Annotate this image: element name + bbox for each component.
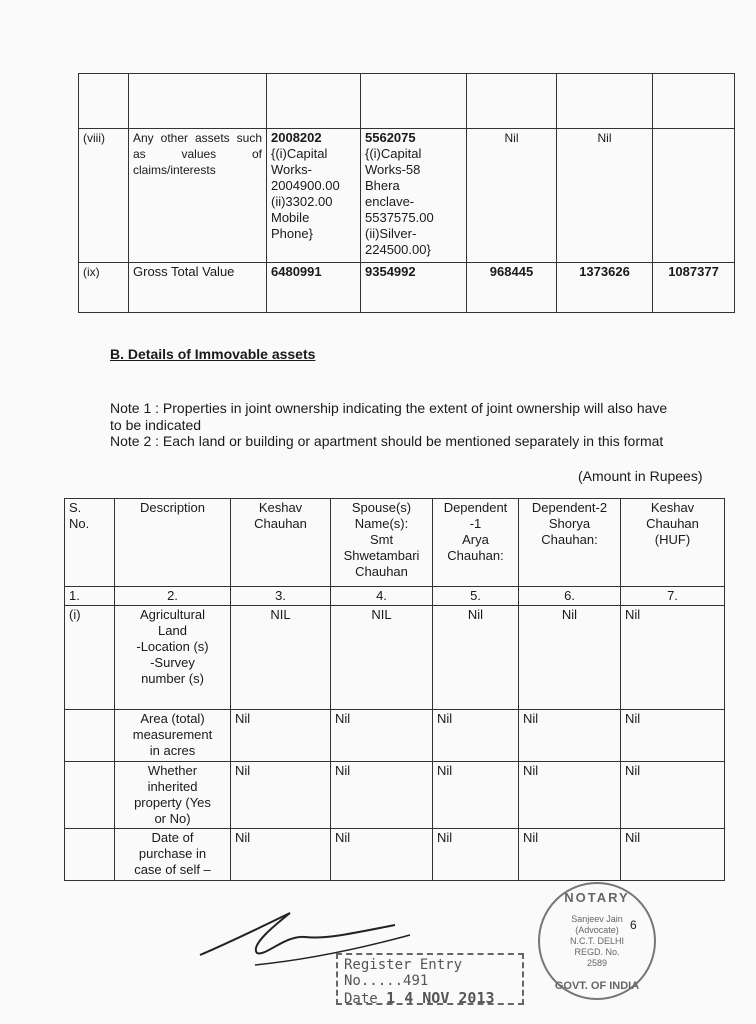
value-cell: Nil [557,129,653,263]
column-number: 2. [115,587,231,606]
seal-place: N.C.T. DELHI [569,936,624,946]
value-cell: Nil [331,710,433,762]
seal-regd: REGD. No. [574,947,620,957]
serial-cell: (ix) [79,263,129,313]
value-cell: Nil [231,829,331,881]
serial-cell: (viii) [79,129,129,263]
serial-cell [65,710,115,762]
notary-seal [538,882,656,1000]
header-description: Description [115,499,231,587]
description-cell: Whether inherited property (Yes or No) [115,762,231,829]
header-row [65,499,725,587]
seal-bottom-text: GOVT. OF INDIA [554,980,640,992]
header-keshav: Keshav Chauhan [231,499,331,587]
stamp-date: 1 4 NOV 2013 [386,989,495,1007]
value-cell: 1087377 [653,263,735,313]
header-dependent-1: Dependent -1 Arya Chauhan: [433,499,519,587]
seal-top-text: NOTARY [564,890,630,905]
value-total: 2008202 [271,130,322,145]
value-cell: 9354992 [361,263,467,313]
column-number: 4. [331,587,433,606]
value-total: 5562075 [365,130,416,145]
description-cell: Date of purchase in case of self – [115,829,231,881]
value-cell [361,129,467,263]
value-cell: NIL [331,606,433,710]
value-cell: 968445 [467,263,557,313]
value-cell: Nil [433,710,519,762]
value-cell: Nil [519,829,621,881]
seal-regd-no: 2589 [586,958,608,968]
header-spouse: Spouse(s) Name(s): Smt Shwetambari Chauhan [331,499,433,587]
column-number: 7. [621,587,725,606]
value-cell [653,129,735,263]
stamp-label: Register Entry No..... [344,957,463,989]
seal-name: Sanjeev Jain [571,914,623,924]
serial-cell: (i) [65,606,115,710]
header-huf: Keshav Chauhan (HUF) [621,499,725,587]
value-cell: Nil [231,710,331,762]
value-cell: Nil [519,710,621,762]
value-cell: Nil [621,762,725,829]
column-number-row [65,587,725,606]
column-number: 1. [65,587,115,606]
description-cell: Area (total) measurement in acres [115,710,231,762]
assets-table-a [78,73,735,313]
serial-cell [65,762,115,829]
stamp-entry-no: 491 [403,973,429,989]
table-row [79,263,735,313]
stamp-line-2 [344,989,516,1007]
table-row [79,129,735,263]
table-row [65,762,725,829]
value-cell: Nil [231,762,331,829]
page-number: 6 [630,918,637,932]
value-cell: Nil [519,606,621,710]
value-detail: {(i)Capital Works- 2004900.00 (ii)3302.00 Mobile Phone} [271,146,340,241]
table-row [65,606,725,710]
column-number: 6. [519,587,621,606]
header-serial: S. No. [65,499,115,587]
header-dependent-2: Dependent-2 Shorya Chauhan: [519,499,621,587]
value-cell: Nil [433,762,519,829]
immovable-assets-table [64,498,725,881]
note-1: Note 1 : Properties in joint ownership indicating the extent of joint ownership will also have to be indicated [110,400,668,433]
value-cell: Nil [331,762,433,829]
table-a-blank-row [79,74,735,129]
description-cell: Any other assets such as values of claims/interests [129,129,267,263]
amount-note: (Amount in Rupees) [578,468,703,484]
value-cell: Nil [331,829,433,881]
stamp-date-label: Date [344,991,378,1007]
section-heading: B. Details of Immovable assets [110,346,316,362]
value-cell: Nil [621,710,725,762]
description-cell: Agricultural Land -Location (s) -Survey number (s) [115,606,231,710]
value-cell: Nil [433,829,519,881]
serial-cell [65,829,115,881]
table-row [65,710,725,762]
value-cell [267,129,361,263]
description-cell: Gross Total Value [129,263,267,313]
value-cell: NIL [231,606,331,710]
value-cell: 1373626 [557,263,653,313]
stamp-line-1 [344,957,516,989]
value-cell: 6480991 [267,263,361,313]
register-entry-stamp [336,953,524,1005]
value-detail: {(i)Capital Works-58 Bhera enclave- 5537575.00 (ii)Silver- 224500.00} [365,146,434,257]
note-2: Note 2 : Each land or building or apartment should be mentioned separately in this format [110,433,664,449]
value-cell: Nil [467,129,557,263]
column-number: 5. [433,587,519,606]
value-cell: Nil [621,606,725,710]
value-cell: Nil [433,606,519,710]
column-number: 3. [231,587,331,606]
value-cell: Nil [621,829,725,881]
seal-role: (Advocate) [575,925,619,935]
value-cell: Nil [519,762,621,829]
table-row [65,829,725,881]
